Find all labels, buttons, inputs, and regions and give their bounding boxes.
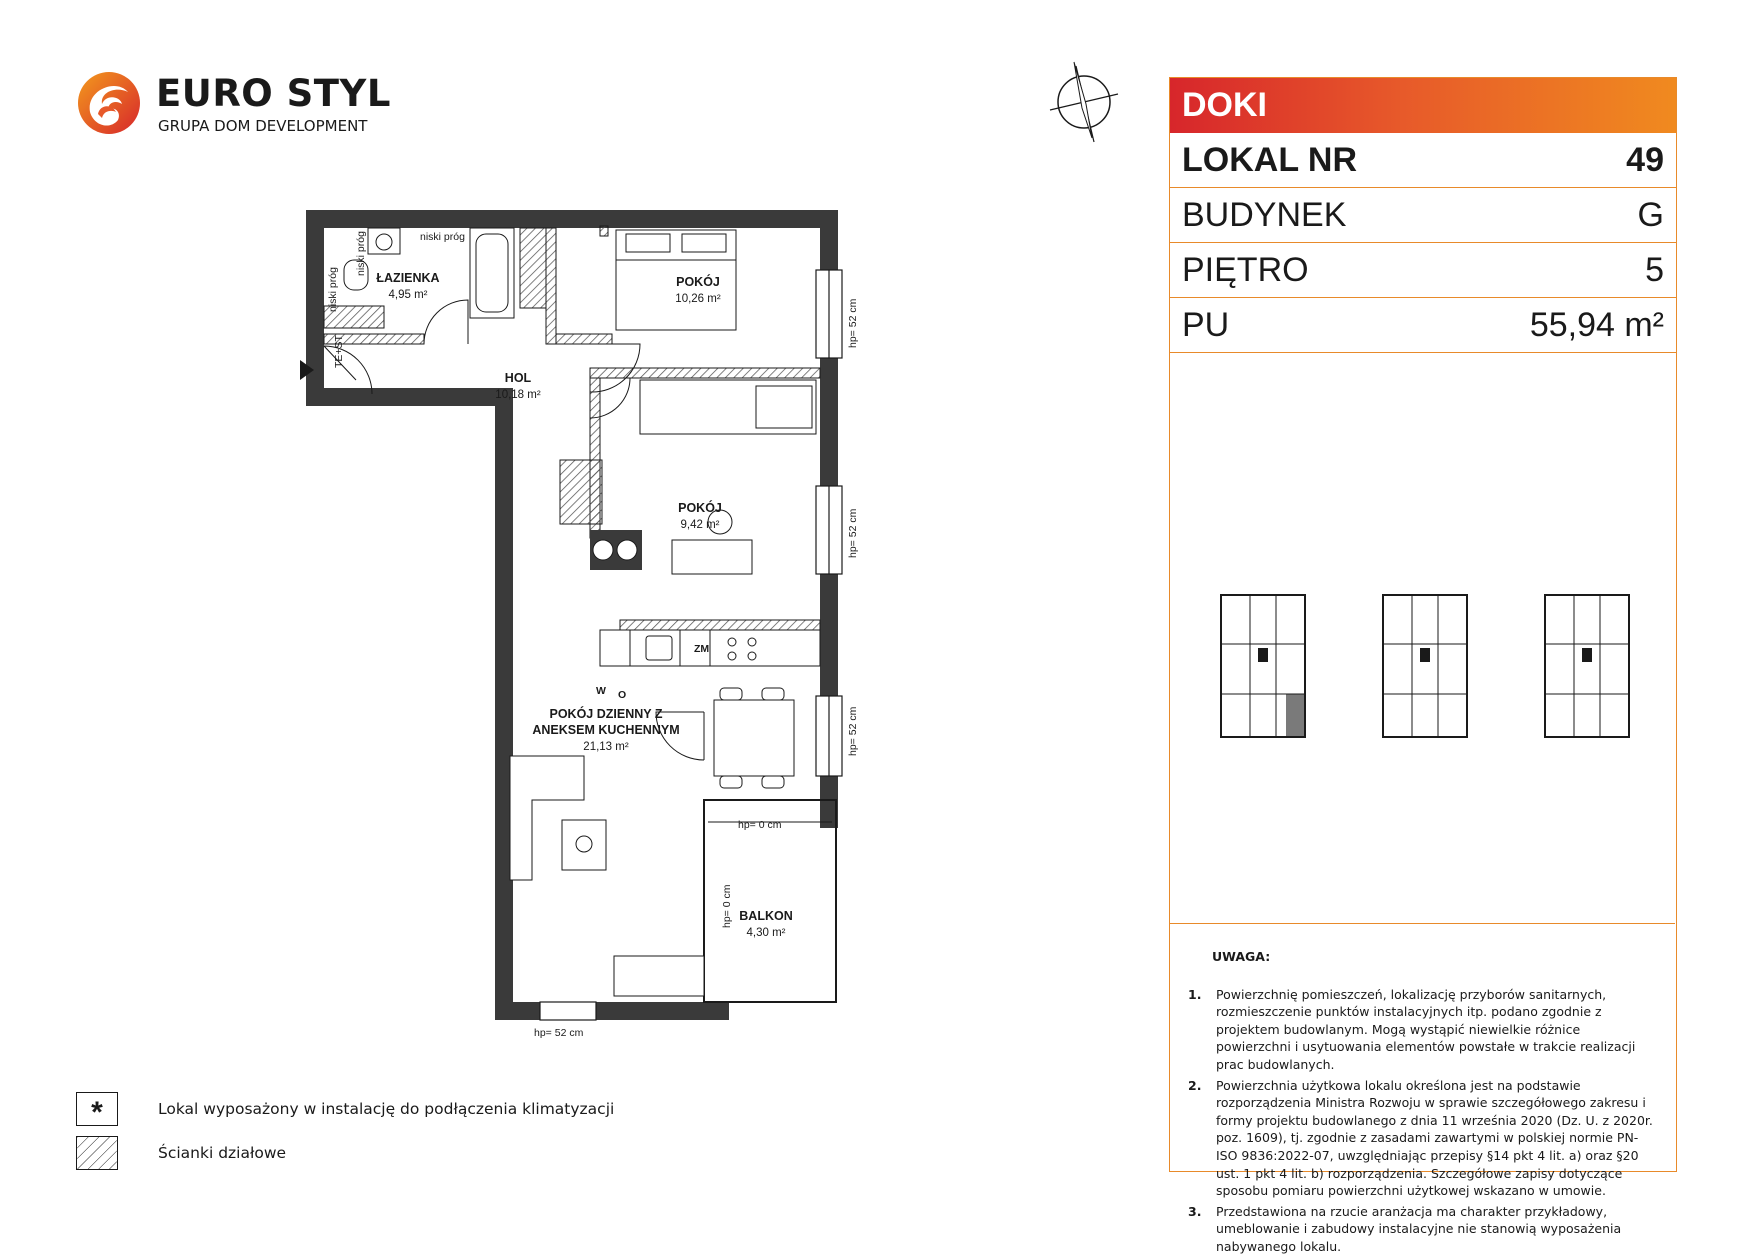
eurostyl-logo-icon [76,70,142,136]
floor-plan [300,200,860,1040]
brand-tagline: GRUPA DOM DEVELOPMENT [158,117,368,135]
note-text: Przedstawiona na rzucie aranżacja ma charakter przykładowy, umeblowanie i zabudowy instalacyjne nie stanowią wyposażenia nabywanego lokalu. [1216,1203,1622,1254]
building-row [1170,188,1676,243]
hp-label-window-1: hp= 52 cm [847,298,859,348]
area-value: 55,94 m² [1529,305,1664,344]
room-area-bathroom: 4,95 m² [388,289,428,301]
exterior-walls [306,210,838,1020]
floor-key-plan-1 [1220,594,1306,738]
note-item [1188,1203,1657,1256]
hp-label-balcony-top: hp= 0 cm [738,819,782,831]
unit-info-panel [1169,77,1677,1254]
room-name-bathroom: ŁAZIENKA [376,271,440,285]
legend-item-air-conditioning [76,1092,676,1132]
te-st-label: TE+ST [333,335,345,368]
asterisk-symbol: * [91,1096,103,1129]
low-threshold-label-v1: niski próg [355,231,367,276]
room-name-balcony: BALKON [739,909,793,923]
drain-label: O [618,689,627,701]
notes-section [1170,924,1675,1259]
room-area-balcony: 4,30 m² [746,927,786,939]
note-item [1188,1077,1657,1200]
asterisk-icon [76,1092,118,1129]
note-text: Powierzchnia użytkowa lokalu określona jest na podstawie rozporządzenia Ministra Rozwoju w sprawie szczegółowego zakresu i formy projektu budowlanego z dnia 11 września 2020 (Dz. U. z 2020r. poz. 1609), tj. zgodnie z zasadami zawartymi w polskiej normie PN-ISO 9836:2022-07, uwzględniając przepisy §14 pkt 4 lit. a) oraz §20 ust. 1 pkt 4 lit. b) rozporządzenia. Szczegółowe zapisy dotyczące sposobu pomiaru powierzchni użytkowej wskazano w umowie. [1216,1077,1653,1199]
building-label: BUDYNEK [1182,195,1347,234]
hp-label-balcony-side: hp= 0 cm [721,884,733,928]
room-name-living-line2: ANEKSEM KUCHENNYM [532,723,680,737]
note-text: Powierzchnię pomieszczeń, lokalizację przyborów sanitarnych, rozmieszczenie punktów instalacyjnych itp. podano zgodnie z projektem budowlanym. Mogą wystąpić niewielkie różnice powierzchni i usytuowania elementów powstałe w trakcie realizacji prac budowlanych. [1216,986,1636,1072]
zm-label: ZM [694,643,710,655]
hp-label-bottom-window: hp= 52 cm [534,1027,584,1039]
room-name-hall: HOL [504,371,532,385]
low-threshold-label-v2: niski próg [327,267,339,312]
room-name-living-line1: POKÓJ DZIENNY Z [549,707,663,721]
brand-name: EURO STYL [156,72,391,115]
hp-label-window-2: hp= 52 cm [847,508,859,558]
unit-number-label: LOKAL NR [1182,140,1358,179]
water-label: W [596,685,606,697]
legend-text-air-conditioning: Lokal wyposażony w instalację do podłączenia klimatyzacji [158,1100,615,1118]
installation-shaft [590,530,642,570]
room-area-living: 21,13 m² [583,741,629,753]
note-number: 3. [1188,1203,1202,1219]
floor-key-plan-2 [1382,594,1468,738]
legend-text-partition: Ścianki działowe [158,1144,287,1162]
area-label: PU [1182,305,1230,344]
low-threshold-label: niski próg [420,231,465,243]
building-value: G [1637,195,1664,234]
legend-item-partition [76,1136,676,1176]
room-name-bedroom-1: POKÓJ [676,275,720,289]
unit-number-row [1170,133,1676,188]
investment-name: DOKI [1170,78,1676,133]
area-row [1170,298,1676,353]
hatch-pattern-icon [76,1136,118,1170]
room-name-bedroom-2: POKÓJ [678,501,722,515]
unit-number-value: 49 [1626,140,1664,179]
floor-label: PIĘTRO [1182,250,1309,289]
north-arrow-icon [1048,58,1120,148]
notes-title: UWAGA: [1212,949,1271,964]
note-number: 1. [1188,986,1202,1002]
kitchen-counter [600,630,820,666]
hp-label-window-3: hp= 52 cm [847,706,859,756]
brand-logo [76,70,396,142]
floor-row [1170,243,1676,298]
room-area-bedroom-1: 10,26 m² [675,293,721,305]
floor-key-plans [1170,354,1675,924]
note-number: 2. [1188,1077,1202,1093]
room-area-bedroom-2: 9,42 m² [680,519,720,531]
floor-value: 5 [1645,250,1664,289]
floor-key-plan-3 [1544,594,1630,738]
note-item [1188,986,1657,1074]
room-area-hall: 10,18 m² [495,389,541,401]
